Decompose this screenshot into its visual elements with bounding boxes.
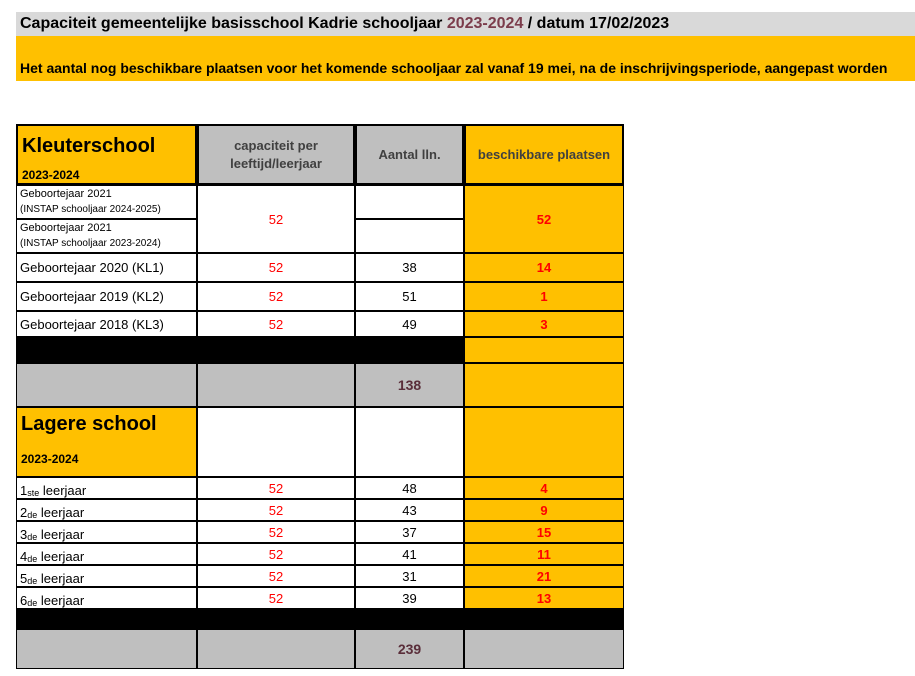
table-row-capacity: 52 <box>197 565 355 587</box>
table-row-pupils: 37 <box>355 521 464 543</box>
table-row-label: Geboortejaar 2019 (KL2) <box>16 282 197 311</box>
table-row-available: 13 <box>464 587 624 609</box>
table-row-pupils: 48 <box>355 477 464 499</box>
instap-row-b-pupils <box>355 219 464 253</box>
separator-bar <box>16 609 624 629</box>
lager-total: 239 <box>355 629 464 669</box>
table-row-available: 11 <box>464 543 624 565</box>
capacity-table <box>16 124 624 669</box>
table-row-capacity: 52 <box>197 311 355 337</box>
table-row-pupils: 49 <box>355 311 464 337</box>
separator-bar <box>16 337 464 363</box>
table-row-available: 15 <box>464 521 624 543</box>
table-row-pupils: 43 <box>355 499 464 521</box>
table-row-available: 9 <box>464 499 624 521</box>
instap-capacity: 52 <box>197 185 355 253</box>
table-row-capacity: 52 <box>197 282 355 311</box>
capacity-column-header: capaciteit per leeftijd/leerjaar <box>197 124 355 185</box>
total-row-available <box>464 363 624 407</box>
table-row-label: 5 de leerjaar <box>16 565 197 587</box>
title-year: 2023-2024 <box>446 15 524 32</box>
table-row-label: 2 de leerjaar <box>16 499 197 521</box>
lager-header-capacity <box>197 407 355 477</box>
kleuter-total: 138 <box>355 363 464 407</box>
lager-title: Lagere school <box>21 413 157 435</box>
table-row-capacity: 52 <box>197 477 355 499</box>
total-row-label <box>16 363 197 407</box>
table-row-label: 6 de leerjaar <box>16 587 197 609</box>
table-row-capacity: 52 <box>197 253 355 282</box>
instap-row-a-pupils <box>355 185 464 219</box>
lager-header-pupils <box>355 407 464 477</box>
table-row-label: 3 de leerjaar <box>16 521 197 543</box>
lager-header-available <box>464 407 624 477</box>
instap-available: 52 <box>464 185 624 253</box>
table-row-label: 1 ste leerjaar <box>16 477 197 499</box>
table-row-pupils: 39 <box>355 587 464 609</box>
pupils-column-header: Aantal lln. <box>355 124 464 185</box>
table-row-capacity: 52 <box>197 587 355 609</box>
table-row-capacity: 52 <box>197 521 355 543</box>
total-row-capacity <box>197 629 355 669</box>
kleuter-year: 2023-2024 <box>22 168 80 182</box>
table-row-label: Geboortejaar 2020 (KL1) <box>16 253 197 282</box>
table-row-pupils: 31 <box>355 565 464 587</box>
table-row-pupils: 51 <box>355 282 464 311</box>
separator-gold-cell <box>464 337 624 363</box>
table-row-available: 21 <box>464 565 624 587</box>
table-row-capacity: 52 <box>197 499 355 521</box>
kleuter-section-header <box>16 124 197 185</box>
kleuter-title: Kleuterschool <box>22 135 156 157</box>
table-row-label: Geboortejaar 2018 (KL3) <box>16 311 197 337</box>
lager-section-header <box>16 407 197 477</box>
total-row-label <box>16 629 197 669</box>
table-row-pupils: 38 <box>355 253 464 282</box>
available-column-header: beschikbare plaatsen <box>464 124 624 185</box>
table-row-label: 4 de leerjaar <box>16 543 197 565</box>
table-row-available: 1 <box>464 282 624 311</box>
total-row-available <box>464 629 624 669</box>
table-row-pupils: 41 <box>355 543 464 565</box>
instap-row-b-label: Geboortejaar 2021 (INSTAP schooljaar 2023-2024) <box>16 219 197 253</box>
notice-text: Het aantal nog beschikbare plaatsen voor het komende schooljaar zal vanaf 19 mei, na de inschrijvingsperiode, aangepast worden <box>20 60 888 76</box>
total-row-capacity <box>197 363 355 407</box>
table-row-capacity: 52 <box>197 543 355 565</box>
instap-row-a-label: Geboortejaar 2021 (INSTAP schooljaar 2024-2025) <box>16 185 197 219</box>
lager-year: 2023-2024 <box>21 452 79 466</box>
page-title: Capaciteit gemeentelijke basisschool Kadrie schooljaar 2023-2024 / datum 17/02/2023 <box>20 15 670 32</box>
table-row-available: 14 <box>464 253 624 282</box>
table-row-available: 4 <box>464 477 624 499</box>
table-row-available: 3 <box>464 311 624 337</box>
